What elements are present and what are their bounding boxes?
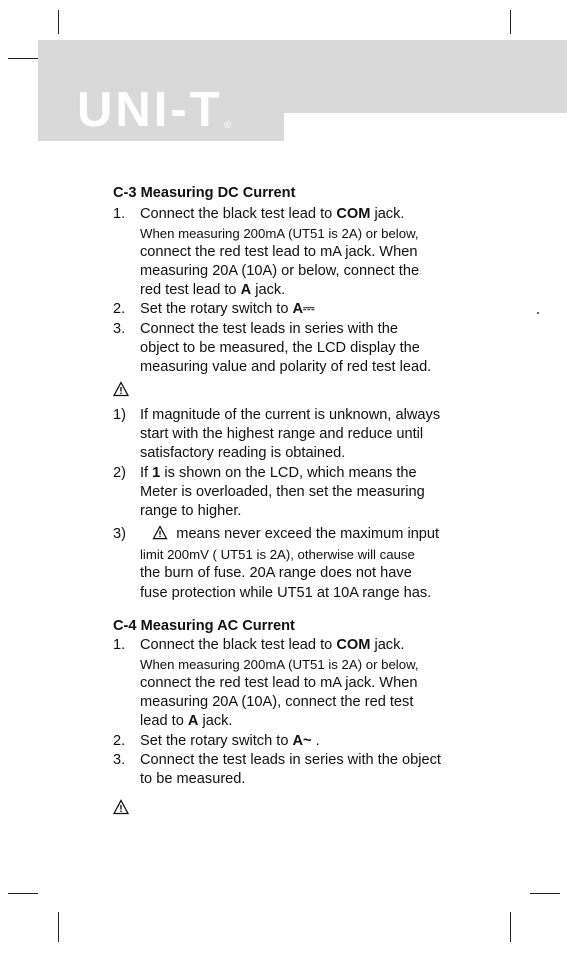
step-line: When measuring 200mA (UT51 is 2A) or below, (140, 226, 419, 241)
note-line: satisfactory reading is obtained. (140, 445, 346, 461)
step-line: red test lead to A jack. (140, 282, 286, 298)
step-line: 3. Connect the test leads in series with the (113, 321, 398, 337)
section-title: C-4 Measuring AC Current (113, 618, 295, 634)
brand-logo: UNI-T (77, 83, 223, 137)
step-line: connect the red test lead to mA jack. When (140, 675, 418, 691)
warning-icon (113, 381, 129, 397)
note-line: 1) If magnitude of the current is unknown, always (113, 407, 441, 423)
note-line: start with the highest range and reduce until (140, 426, 424, 442)
step-line: object to be measured, the LCD display the (140, 340, 420, 356)
registered-mark: ® (224, 120, 232, 131)
crop-mark (8, 58, 38, 59)
warning-icon (113, 799, 129, 815)
note-line: fuse protection while UT51 at 10A range has. (140, 585, 432, 601)
note-line: 3) means never exceed the maximum input (113, 526, 440, 542)
note-line: limit 200mV ( UT51 is 2A), otherwise will cause (140, 547, 415, 562)
step-line: measuring value and polarity of red test lead. (140, 359, 432, 375)
note-line: Meter is overloaded, then set the measuring (140, 484, 425, 500)
note-line: 2) If 1 is shown on the LCD, which means the (113, 465, 417, 481)
crop-mark (530, 893, 560, 894)
crop-mark (510, 912, 511, 942)
step-line: 2. Set the rotary switch to A⎓ (113, 301, 315, 317)
step-line: lead to A jack. (140, 713, 233, 729)
note-line: range to higher. (140, 503, 242, 519)
step-line: measuring 20A (10A), connect the red test (140, 694, 414, 710)
step-line: 1. Connect the black test lead to COM jack. (113, 206, 405, 222)
warning-icon (152, 525, 168, 540)
step-line: to be measured. (140, 771, 246, 787)
crop-mark (58, 10, 59, 34)
step-line: 1. Connect the black test lead to COM jack. (113, 637, 405, 653)
stray-dot (537, 312, 539, 314)
step-line: 2. Set the rotary switch to A~ . (113, 733, 320, 749)
note-line: the burn of fuse. 20A range does not have (140, 565, 412, 581)
crop-mark (510, 10, 511, 34)
step-line: connect the red test lead to mA jack. When (140, 244, 418, 260)
step-line: 3. Connect the test leads in series with the object (113, 752, 441, 768)
crop-mark (8, 893, 38, 894)
section-title: C-3 Measuring DC Current (113, 185, 296, 201)
crop-mark (58, 912, 59, 942)
header-notch (284, 113, 567, 142)
step-line: When measuring 200mA (UT51 is 2A) or below, (140, 657, 419, 672)
step-line: measuring 20A (10A) or below, connect the (140, 263, 420, 279)
